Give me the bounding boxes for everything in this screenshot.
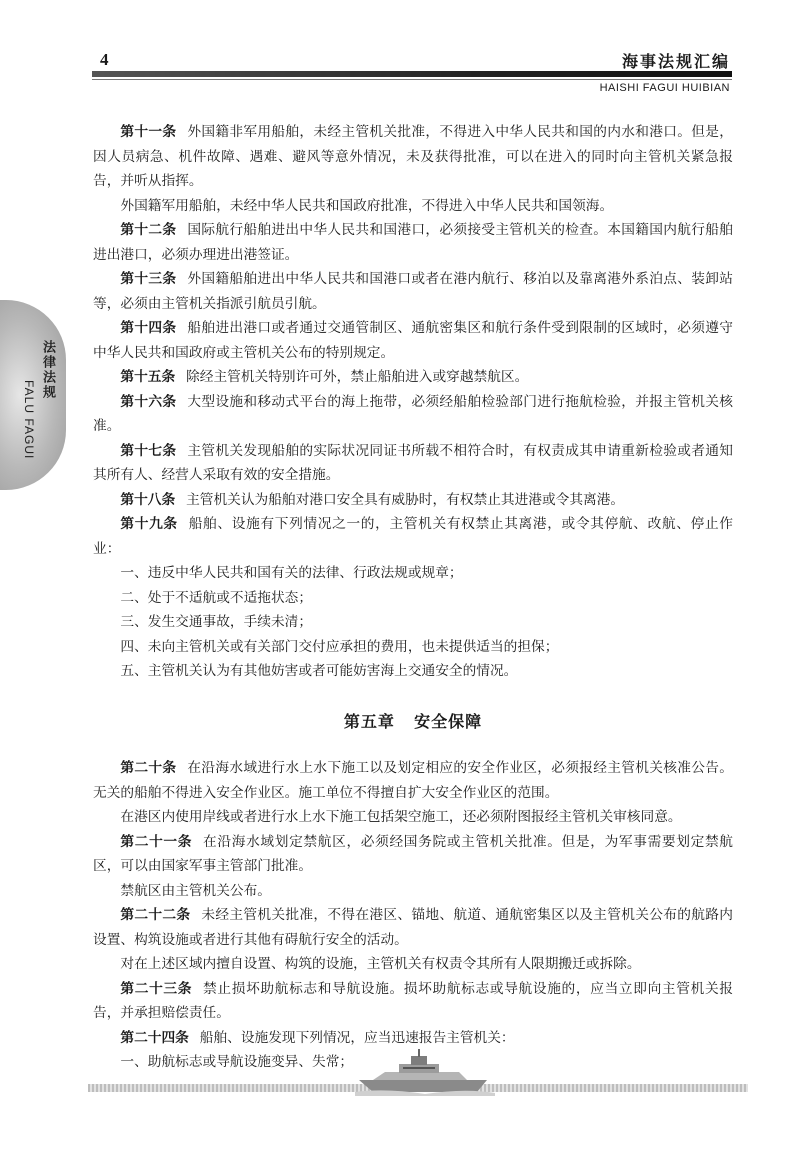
articles-section-2	[93, 756, 733, 1050]
article-text: 在沿海水域进行水上水下施工以及划定相应的安全作业区，必须报经主管机关核准公告。无关的船舶不得进入安全作业区。施工单位不得擅自扩大安全作业区的范围。	[93, 760, 733, 801]
article-text: 除经主管机关特别许可外，禁止船舶进入或穿越禁航区。	[186, 369, 529, 385]
article-paragraph	[93, 952, 733, 977]
article-paragraph	[93, 512, 733, 561]
side-tab-chinese-label: 法律法规	[40, 340, 55, 400]
article-paragraph	[93, 439, 733, 488]
article-number: 第十三条	[120, 271, 177, 287]
list-item: 二、处于不适航或不适拖状态；	[120, 589, 313, 606]
article-text: 船舶、设施有下列情况之一的，主管机关有权禁止其离港，或令其停航、改航、停止作业：	[93, 516, 733, 557]
page-body	[93, 120, 733, 1075]
list-item: 一、助航标志或导航设施变异、失常；	[120, 1054, 354, 1070]
ship-illustration	[355, 1048, 495, 1096]
article-text: 国际航行船舶进出中华人民共和国港口，必须接受主管机关的检查。本国籍国内航行船舶进出港口，必须办理进出港签证。	[93, 222, 733, 263]
article-number: 第二十三条	[120, 980, 193, 997]
article-number: 第十八条	[120, 491, 176, 508]
article-number: 第十九条	[120, 516, 178, 532]
article-number: 第十五条	[120, 369, 176, 385]
article-paragraph	[93, 218, 733, 267]
article-text: 外国籍军用船舶，未经中华人民共和国政府批准，不得进入中华人民共和国领海。	[120, 197, 614, 214]
article-text: 大型设施和移动式平台的海上拖带，必须经船舶检验部门进行拖航检验，并报主管机关核准。	[93, 393, 733, 434]
article-text: 主管机关发现船舶的实际状况同证书所载不相符合时，有权责成其申请重新检验或者通知其所有人、经营人采取有效的安全措施。	[93, 442, 733, 483]
article-number: 第十六条	[120, 393, 177, 410]
article-paragraph	[93, 120, 733, 194]
article-paragraph	[93, 830, 733, 879]
page-number: 4	[100, 50, 109, 69]
article-number: 第十四条	[120, 320, 177, 336]
article-text: 对在上述区域内擅自设置、构筑的设施，主管机关有权责令其所有人限期搬迁或拆除。	[120, 956, 641, 972]
list-item: 一、违反中华人民共和国有关的法律、行政法规或规章；	[120, 565, 463, 581]
article-number: 第十七条	[120, 442, 177, 459]
article-text: 在沿海水域划定禁航区，必须经国务院或主管机关批准。但是，为军事需要划定禁航区，可以由国家军事主管部门批准。	[93, 833, 733, 874]
article-text: 船舶进出港口或者通过交通管制区、通航密集区和航行条件受到限制的区域时，必须遵守中华人民共和国政府或主管机关公布的特别规定。	[93, 320, 733, 361]
article-text: 未经主管机关批准，不得在港区、锚地、航道、通航密集区以及主管机关公布的航路内设置、构筑设施或者进行其他有碍航行安全的活动。	[93, 907, 733, 948]
article-paragraph	[93, 267, 733, 316]
article-paragraph	[93, 879, 733, 904]
chapter-title: 安全保障	[414, 711, 483, 731]
article-number: 第十二条	[120, 222, 177, 238]
running-header-subtitle: HAISHI FAGUI HUIBIAN	[599, 82, 730, 94]
article-number: 第十一条	[120, 124, 177, 140]
article-number: 第二十条	[120, 760, 177, 776]
article-paragraph	[93, 977, 733, 1026]
list-item: 四、未向主管机关或有关部门交付应承担的费用，也未提供适当的担保；	[120, 638, 559, 655]
header-rule	[92, 71, 732, 77]
article-text: 主管机关认为船舶对港口安全具有威胁时，有权禁止其进港或令其离港。	[186, 491, 625, 508]
article-text: 外国籍非军用船舶，未经主管机关批准，不得进入中华人民共和国的内水和港口。但是，因人员病急、机件故障、遇难、避风等意外情况，未及获得批准，可以在进入的同时向主管机关紧急报告，并听从指挥。	[93, 124, 733, 189]
article-number: 第二十四条	[120, 1029, 189, 1046]
list-item: 三、发生交通事故，手续未清；	[120, 614, 313, 630]
article-text: 船舶、设施发现下列情况，应当迅速报告主管机关：	[199, 1029, 515, 1046]
article-paragraph	[93, 316, 733, 365]
side-tab-english-label: FALU FAGUI	[22, 380, 36, 460]
article-paragraph	[93, 903, 733, 952]
article-paragraph	[93, 1026, 733, 1051]
article-text: 禁航区由主管机关公布。	[120, 882, 271, 899]
conditions-list-1	[93, 561, 733, 684]
chapter-heading	[93, 710, 733, 735]
article-paragraph	[93, 756, 733, 805]
articles-section-1	[93, 120, 733, 561]
article-paragraph	[93, 488, 733, 513]
article-paragraph	[93, 390, 733, 439]
article-number: 第二十一条	[120, 833, 193, 850]
article-paragraph	[93, 365, 733, 390]
list-item: 五、主管机关认为有其他妨害或者可能妨害海上交通安全的情况。	[120, 663, 518, 679]
header-rule-thin	[92, 79, 732, 80]
running-header-title: 海事法规汇编	[621, 52, 730, 71]
article-number: 第二十二条	[120, 907, 191, 923]
article-paragraph	[93, 194, 733, 219]
article-text: 外国籍船舶进出中华人民共和国港口或者在港内航行、移泊以及靠离港外系泊点、装卸站等，必须由主管机关指派引航员引航。	[93, 271, 733, 312]
article-paragraph	[93, 805, 733, 830]
article-text: 禁止损坏助航标志和导航设施。损坏助航标志或导航设施的，应当立即向主管机关报告，并承担赔偿责任。	[93, 980, 733, 1021]
chapter-number: 第五章	[343, 711, 395, 731]
article-text: 在港区内使用岸线或者进行水上水下施工包括架空施工，还必须附图报经主管机关审核同意。	[120, 809, 682, 825]
